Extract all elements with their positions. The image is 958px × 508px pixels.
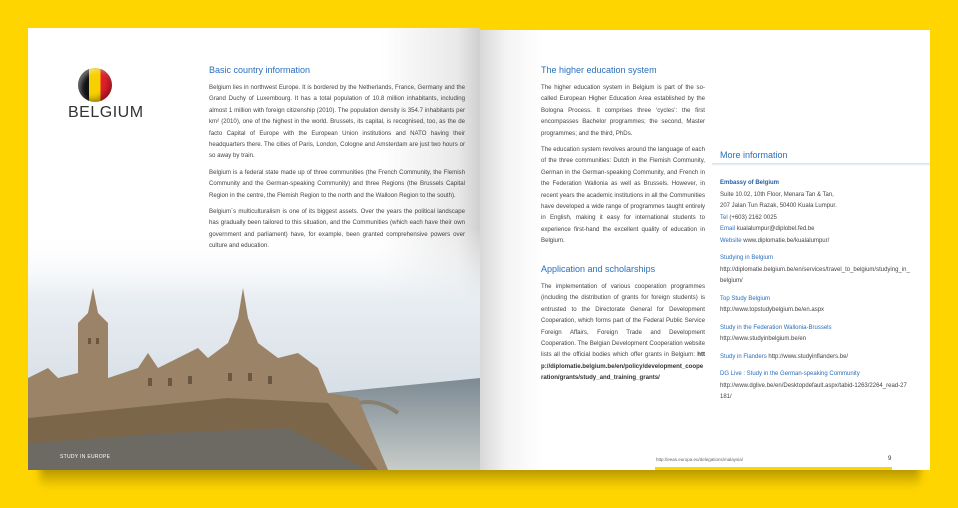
footer-label: STUDY IN EUROPE	[60, 454, 111, 460]
paragraph: The higher education system in Belgium is part of the so-called European Higher Education Area established by the Bologna Process. It comprises three ‘cycles’: the first encompasses Bachelor programmes; the second, Master programmes; and the third, PhDs.	[541, 84, 705, 137]
link-title: Study in Flanders	[720, 353, 767, 360]
email-link[interactable]: kualalumpur@diplobel.fed.be	[736, 226, 815, 232]
application-text	[541, 281, 705, 384]
footer-bar	[655, 467, 892, 470]
heading-application: Application and scholarships	[541, 264, 656, 274]
link-title: DG Live : Study in the German-speaking Community	[720, 371, 860, 377]
link-url[interactable]: http://diplomatie.belgium.be/en/services/travel_to_belgium/studying_in_belgium/	[720, 266, 910, 284]
website-link[interactable]: www.diplomatie.be/kualalumpur/	[743, 237, 830, 244]
page-number: 9	[888, 456, 892, 462]
address-line: 207 Jalan Tun Razak, 50400 Kuala Lumpur.	[720, 203, 837, 209]
link-url[interactable]: http://www.studyinflanders.be/	[768, 353, 849, 360]
link-title: Top Study Belgium	[720, 295, 771, 302]
link-block	[720, 323, 910, 346]
paragraph: Belgium is a federal state made up of three communities (the French Community, the Flemish Community and the German-speaking Community) and three Regions (the Brussels Capital Region in the centre, the Flemish Region to the north and the Walloon Region to the south).	[209, 168, 465, 199]
left-page	[28, 28, 480, 470]
link-url[interactable]: http://www.dglive.be/en/Desktopdefault.aspx/tabid-1263/2264_read-27181/	[720, 382, 907, 400]
footer-url[interactable]: http://eeas.europa.eu/delegations/malaysia/	[656, 457, 744, 462]
belgium-flag-icon	[78, 68, 112, 102]
right-page	[480, 30, 930, 470]
link-title: Studying in Belgium	[720, 255, 774, 261]
higher-education-text	[541, 82, 705, 252]
basic-info-text	[209, 82, 465, 257]
paragraph: The education system revolves around the language of each of the three communities: Dutch in the Flemish Community, German in the German-speaking Community, and French in the Federation Wallonia as well as Brussels. However, in recent years the academic institutions in all the Communities have developed a wide range of programmes taught entirely in English, making it easy for international students to experience first-hand the excellent quality of education in Belgium.	[541, 146, 705, 245]
link-url[interactable]: http://www.topstudybelgium.be/en.aspx	[720, 307, 825, 313]
website-label: Website	[720, 237, 742, 244]
tel-value: (+603) 2162 0025	[729, 214, 777, 221]
ghent-city-photo	[28, 228, 480, 470]
tel-label: Tel	[720, 214, 728, 221]
embassy-block	[720, 178, 910, 247]
divider	[712, 163, 930, 166]
grants-link[interactable]: http://diplomatie.belgium.be/en/policy/development_cooperation/grants/study_and_training_grants/	[541, 351, 705, 382]
more-info-list	[720, 178, 910, 410]
paragraph: The implementation of various cooperation programmes (including the distribution of grants for foreign students) is entrusted to the Directorate General for Development Cooperation, which forms part of the Federal Public Service Foreign Affairs, Foreign Trade and Development Cooperation. The Belgian Development Cooperation website lists all the official bodies which offer grants in Belgium:	[541, 283, 705, 359]
belgium-logo	[68, 68, 148, 122]
logo-text: BELGIUM	[68, 104, 144, 121]
heading-more-info: More information	[720, 150, 788, 160]
embassy-title: Embassy of Belgium	[720, 180, 780, 186]
address-line: Suite 10.02, 10th Floor, Menara Tan & Tan,	[720, 191, 834, 198]
link-block	[720, 294, 910, 317]
heading-basic-info: Basic country information	[209, 65, 311, 75]
link-block	[720, 369, 910, 404]
link-url[interactable]: http://www.studyinbelgium.be/en	[720, 336, 807, 342]
heading-higher-education: The higher education system	[541, 65, 657, 75]
link-block	[720, 253, 910, 288]
link-block	[720, 352, 910, 364]
paragraph: Belgium lies in northwest Europe. It is bordered by the Netherlands, France, Germany and the Grand Duchy of Luxembourg. It has a total population of 10.8 million inhabitants, including almost 1 million with foreign citizenship (2010). The population density is 354.7 inhabitants per km² (2010), one of the highest in the world. Brussels, its capital, is recognised, too, as the de facto Capital of Europe with the European Union institutions and NATO having their headquarters there. The cities of Paris, London, Cologne and Amsterdam are just two hours or so away by train.	[209, 84, 465, 160]
link-title: Study in the Federation Wallonia-Brussels	[720, 324, 832, 331]
email-label: Email	[720, 226, 736, 232]
paragraph: Belgium`s multiculturalism is one of its biggest assets. Over the years the political landscape has gradually been tailored to this situation, and the Communities (which each have their own government and parliament) have, for example, been granted comprehensive powers over culture and education.	[209, 208, 465, 250]
